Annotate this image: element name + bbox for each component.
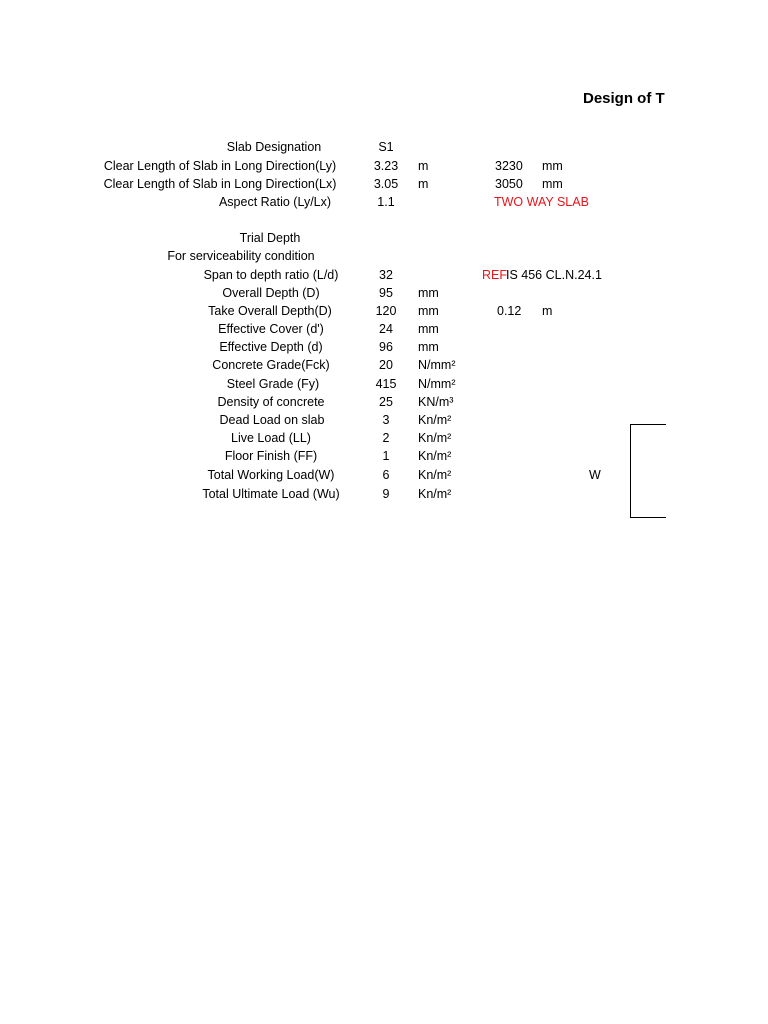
- label-steel-grade: Steel Grade (Fy): [226, 377, 320, 391]
- depth-m-value: 0.12: [497, 304, 522, 318]
- label-serviceability: For serviceability condition: [167, 249, 315, 263]
- unit-steel-grade: N/mm²: [418, 377, 456, 391]
- label-effective-depth: Effective Depth (d): [219, 340, 323, 354]
- slab-type: TWO WAY SLAB: [494, 195, 589, 209]
- label-slab-designation: Slab Designation: [226, 140, 322, 154]
- unit-clear-length-lx: m: [418, 177, 429, 191]
- unit-density-concrete: KN/m³: [418, 395, 454, 409]
- unit-dead-load: Kn/m²: [418, 413, 452, 427]
- depth-m-unit: m: [542, 304, 553, 318]
- unit-concrete-grade: N/mm²: [418, 358, 456, 372]
- ly-mm-unit: mm: [542, 159, 563, 173]
- label-live-load: Live Load (LL): [231, 431, 311, 445]
- value-effective-depth: 96: [379, 340, 393, 354]
- value-aspect-ratio: 1.1: [377, 195, 395, 209]
- unit-total-ultimate-load: Kn/m²: [418, 487, 452, 501]
- unit-overall-depth: mm: [418, 286, 439, 300]
- value-clear-length-lx: 3.05: [373, 177, 399, 191]
- value-dead-load: 3: [382, 413, 390, 427]
- label-dead-load: Dead Load on slab: [219, 413, 325, 427]
- unit-total-working-load: Kn/m²: [418, 468, 452, 482]
- value-total-working-load: 6: [382, 468, 390, 482]
- value-overall-depth: 95: [379, 286, 393, 300]
- value-floor-finish: 1: [382, 449, 390, 463]
- label-floor-finish: Floor Finish (FF): [224, 449, 318, 463]
- page-title: Design of T: [583, 90, 665, 107]
- label-concrete-grade: Concrete Grade(Fck): [212, 358, 330, 372]
- label-span-depth-ratio: Span to depth ratio (L/d): [203, 268, 339, 282]
- unit-floor-finish: Kn/m²: [418, 449, 452, 463]
- value-span-depth-ratio: 32: [379, 268, 393, 282]
- ly-mm-value: 3230: [495, 159, 523, 173]
- value-total-ultimate-load: 9: [382, 487, 390, 501]
- label-effective-cover: Effective Cover (d'): [218, 322, 324, 336]
- label-total-working-load: Total Working Load(W): [207, 468, 335, 482]
- ref-prefix: REF: [482, 268, 507, 282]
- unit-effective-cover: mm: [418, 322, 439, 336]
- value-take-overall-depth: 120: [375, 304, 397, 318]
- unit-live-load: Kn/m²: [418, 431, 452, 445]
- label-take-overall-depth: Take Overall Depth(D): [208, 304, 332, 318]
- value-effective-cover: 24: [379, 322, 393, 336]
- label-total-ultimate-load: Total Ultimate Load (Wu): [202, 487, 340, 501]
- value-live-load: 2: [382, 431, 390, 445]
- lx-mm-value: 3050: [495, 177, 523, 191]
- label-overall-depth: Overall Depth (D): [222, 286, 320, 300]
- value-density-concrete: 25: [379, 395, 393, 409]
- diagram-w-label: W: [589, 468, 601, 482]
- slab-diagram-frame: [630, 424, 666, 518]
- label-density-concrete: Density of concrete: [217, 395, 325, 409]
- value-steel-grade: 415: [375, 377, 397, 391]
- ref-code: IS 456 CL.N.24.1: [506, 268, 602, 282]
- label-clear-length-lx: Clear Length of Slab in Long Direction(Lx): [103, 177, 337, 191]
- label-aspect-ratio: Aspect Ratio (Ly/Lx): [218, 195, 332, 209]
- lx-mm-unit: mm: [542, 177, 563, 191]
- unit-clear-length-ly: m: [418, 159, 429, 173]
- unit-take-overall-depth: mm: [418, 304, 439, 318]
- label-clear-length-ly: Clear Length of Slab in Long Direction(Ly): [103, 159, 337, 173]
- label-trial-depth: Trial Depth: [239, 231, 301, 245]
- value-concrete-grade: 20: [379, 358, 393, 372]
- unit-effective-depth: mm: [418, 340, 439, 354]
- value-clear-length-ly: 3.23: [373, 159, 399, 173]
- value-slab-designation: S1: [378, 140, 394, 154]
